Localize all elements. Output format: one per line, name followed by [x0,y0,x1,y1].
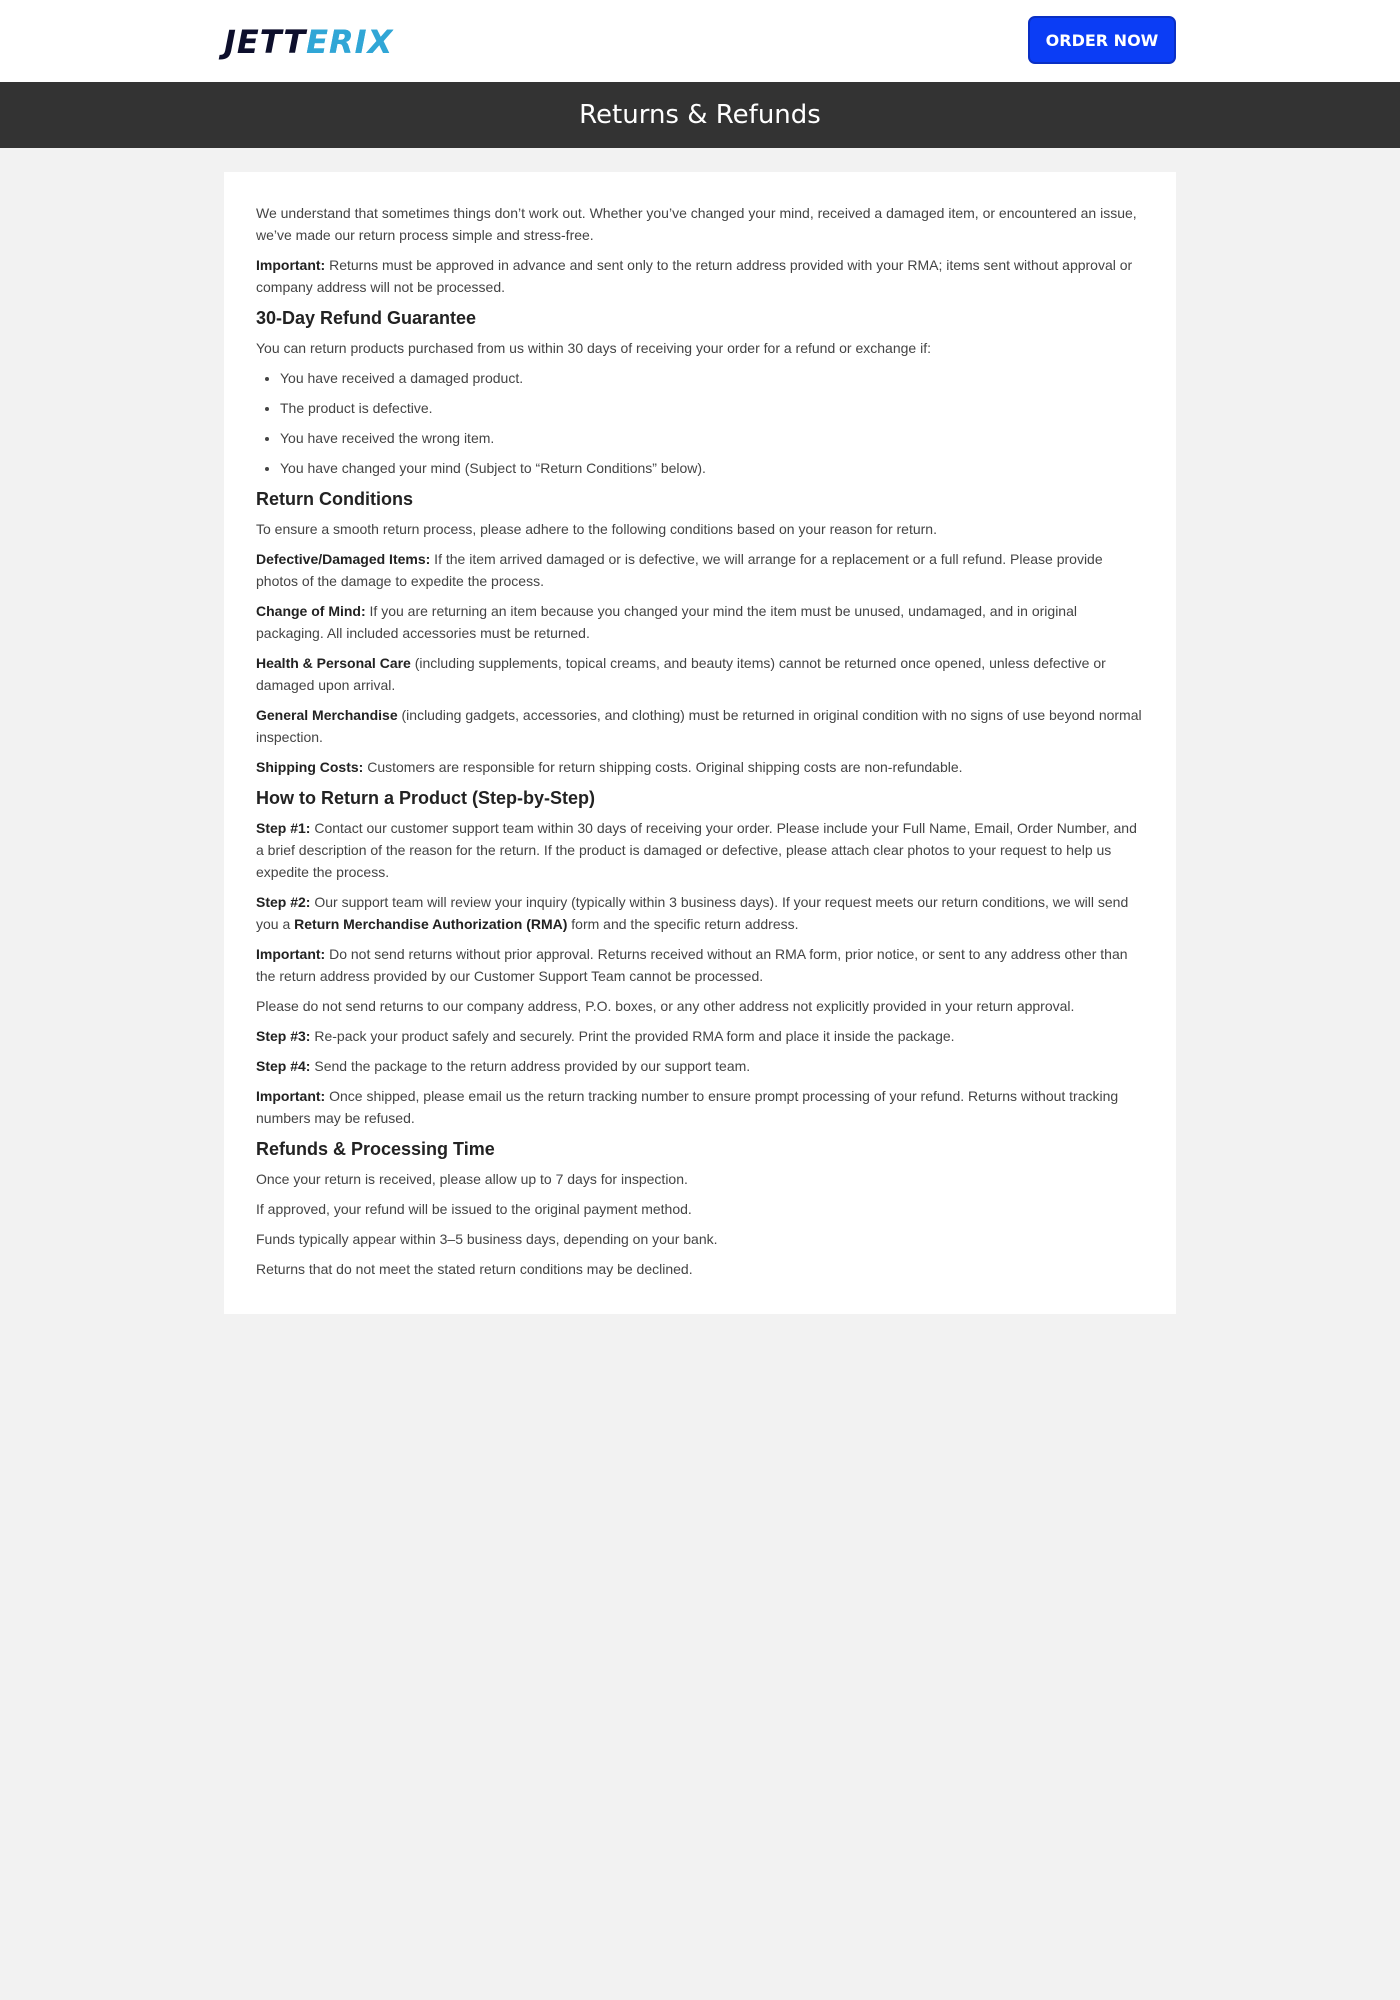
step-3 [256,1025,1144,1047]
important-text: Once shipped, please email us the return tracking number to ensure prompt processing of your refund. Returns without tracking numbers may be refused. [256,1088,1119,1126]
refund-line: Once your return is received, please allow up to 7 days for inspection. [256,1171,688,1187]
condition-label: Defective/Damaged Items: [256,551,431,567]
important-label: Important: [256,946,326,962]
guarantee-heading: 30-Day Refund Guarantee [256,308,477,328]
important-label: Important: [256,1088,326,1104]
list-item: • You have received the wrong item. [280,427,1144,449]
step-4 [256,1055,1144,1077]
brand-logo[interactable] [224,23,394,61]
guarantee-list [256,367,1144,479]
condition-label: General Merchandise [256,707,398,723]
list-item: • The product is defective. [280,397,1144,419]
top-header [0,0,1400,82]
important-text: Do not send returns without prior approval. Returns received without an RMA form, prior notice, or sent to any address other than the return address provided by our Customer Support Team cannot be processed. [256,946,1128,984]
important-text: Returns must be approved in advance and sent only to the return address provided with your RMA; items sent without approval or company address will not be processed. [256,257,1133,295]
condition-label: Health & Personal Care [256,655,411,671]
step-label: Step #1: [256,820,311,836]
important-label: Important: [256,257,326,273]
list-item: • You have received a damaged product. [280,367,1144,389]
condition-change-of-mind [256,600,1144,644]
refund-line: Returns that do not meet the stated return conditions may be declined. [256,1261,693,1277]
step-text: Send the package to the return address provided by our support team. [310,1058,751,1074]
page-title: Returns & Refunds [579,100,821,130]
order-now-button[interactable]: ORDER NOW [1028,16,1176,64]
condition-health [256,652,1144,696]
important-notice-2 [256,943,1144,987]
condition-text: Customers are responsible for return shipping costs. Original shipping costs are non-refundable. [363,759,963,775]
condition-text: If the item arrived damaged or is defective, we will arrange for a replacement or a full refund. Please provide photos of the damage to expedite the process. [256,551,1103,589]
condition-text: (including gadgets, accessories, and clothing) must be returned in original condition with no signs of use beyond normal inspection. [256,707,1142,745]
condition-label: Shipping Costs: [256,759,364,775]
rma-term: Return Merchandise Authorization (RMA) [294,916,568,932]
list-item: • You have changed your mind (Subject to “Return Conditions” below). [280,457,1144,479]
step-1 [256,817,1144,883]
page-title-bar [0,82,1400,148]
condition-shipping [256,756,1144,778]
step-text: Our support team will review your inquiry (typically within 3 business days). If your request meets our return conditions, we will send you a [256,894,1129,932]
important-notice-1 [256,254,1144,298]
refund-line: If approved, your refund will be issued to the original payment method. [256,1201,692,1217]
conditions-heading: Return Conditions [256,489,413,509]
condition-text: If you are returning an item because you changed your mind the item must be unused, undamaged, and in original packaging. All included accessories must be returned. [256,603,1077,641]
step-label: Step #3: [256,1028,311,1044]
step-2 [256,891,1144,935]
top-header-inner [224,0,1176,82]
refund-line: Funds typically appear within 3–5 business days, depending on your bank. [256,1231,718,1247]
condition-defective [256,548,1144,592]
important-notice-3 [256,1085,1144,1129]
step-label: Step #2: [256,894,311,910]
guarantee-lead: You can return products purchased from us within 30 days of receiving your order for a refund or exchange if: [256,340,931,356]
condition-text: (including supplements, topical creams, and beauty items) cannot be returned once opened, unless defective or damaged upon arrival. [256,655,1106,693]
step-text: form and the specific return address. [567,916,799,932]
content-card [224,172,1176,1314]
address-note: Please do not send returns to our company address, P.O. boxes, or any other address not explicitly provided in your return approval. [256,998,1075,1014]
howto-heading: How to Return a Product (Step-by-Step) [256,788,595,808]
step-text: Contact our customer support team within 30 days of receiving your order. Please include your Full Name, Email, Order Number, and a brief description of the reason for the return. If the product is damaged or defective, please attach clear photos to your request to help us expedite the process. [256,820,1137,880]
condition-label: Change of Mind: [256,603,366,619]
logo-text-part2: ERIX [306,23,394,61]
conditions-lead: To ensure a smooth return process, please adhere to the following conditions based on your reason for return. [256,521,937,537]
condition-general [256,704,1144,748]
step-label: Step #4: [256,1058,311,1074]
step-text: Re-pack your product safely and securely. Print the provided RMA form and place it inside the package. [310,1028,955,1044]
refunds-heading: Refunds & Processing Time [256,1139,495,1159]
logo-text-part1: JETT [224,23,307,61]
intro-paragraph: We understand that sometimes things don’t work out. Whether you’ve changed your mind, received a damaged item, or encountered an issue, we’ve made our return process simple and stress-free. [256,205,1137,243]
